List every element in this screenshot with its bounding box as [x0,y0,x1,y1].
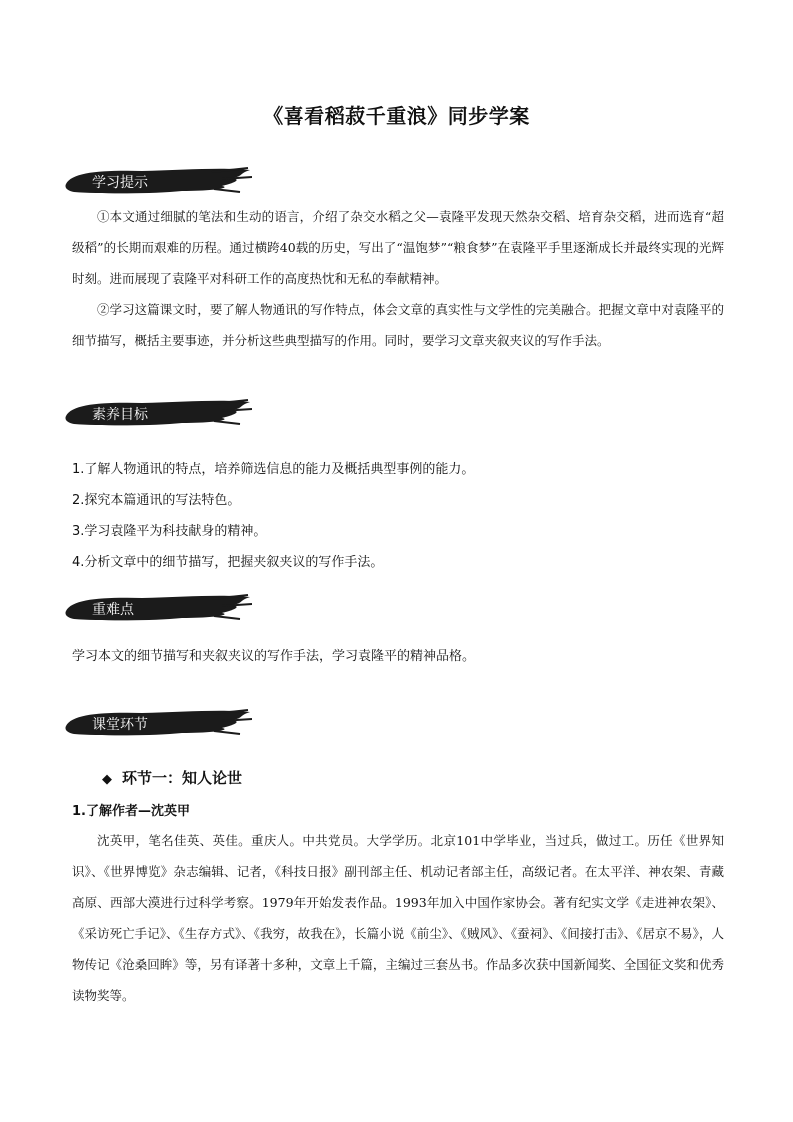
goal-item: 2.探究本篇通讯的写法特色。 [72,493,241,508]
step-heading [102,767,242,788]
goal-item: 3.学习袁隆平为科技献身的精神。 [72,524,267,539]
section-banner-goals [62,396,252,430]
brush-stroke-icon [62,164,252,198]
author-paragraph: 沈英甲，笔名佳英、英佳。重庆人。中共党员。大学学历。北京101中学毕业，当过兵，做过工。历任《世界知识》、《世界博览》杂志编辑、记者，《科技日报》副刊部主任、机动记者部主任，高级记者。在太平洋、神农架、青藏高原、西部大漠进行过科学考察。1979年开始发表作品。1993年加入中国作家协会。著有纪实文学《走进神农架》、《采访死亡手记》、《生存方式》、《我穷，故我在》，长篇小说《前尘》、《贼风》、《蚕祠》、《间接打击》、《居京不易》，人物传记《沧桑回眸》等，另有译著十多种，文章上千篇，主编过三套丛书。作品多次获中国新闻奖、全国征文奖和优秀读物奖等。 [72,833,724,1003]
page-title: 《喜看稻菽千重浪》同步学案 [263,104,530,128]
section-heading: 重难点 [92,602,134,618]
section-heading: 学习提示 [92,175,148,191]
goal-item: 4.分析文章中的细节描写，把握夹叙夹议的写作手法。 [72,555,384,570]
section-heading: 素养目标 [92,407,148,423]
key-text: 学习本文的细节描写和夹叙夹议的写作手法，学习袁隆平的精神品格。 [72,649,476,664]
section-banner-key [62,591,252,625]
section-heading: 课堂环节 [92,717,148,733]
tips-paragraph-2: ②学习这篇课文时，要了解人物通讯的写作特点，体会文章的真实性与文学性的完美融合。把握文章中对袁隆平的细节描写，概括主要事迹，并分析这些典型描写的作用。同时，要学习文章夹叙夹议的写作手法。 [72,302,724,348]
author-subtitle: 1.了解作者—沈英甲 [72,804,190,819]
goal-item: 1.了解人物通讯的特点，培养筛选信息的能力及概括典型事例的能力。 [72,462,475,477]
section-banner-class [62,706,252,740]
diamond-bullet-icon: ◆ [102,772,112,787]
step-title: 环节一：知人论世 [122,769,243,787]
brush-stroke-icon [62,706,252,740]
brush-stroke-icon [62,396,252,430]
tips-paragraph-1: ①本文通过细腻的笔法和生动的语言，介绍了杂交水稻之父—袁隆平发现天然杂交稻、培育杂交稻，进而选育“超级稻”的长期而艰难的历程。通过横跨40载的历史，写出了“温饱梦”“粮食梦”在袁隆平手里逐渐成长并最终实现的光辉时刻。进而展现了袁隆平对科研工作的高度热忱和无私的奉献精神。 [72,209,724,286]
brush-stroke-icon [62,591,252,625]
section-banner-tips [62,164,252,198]
